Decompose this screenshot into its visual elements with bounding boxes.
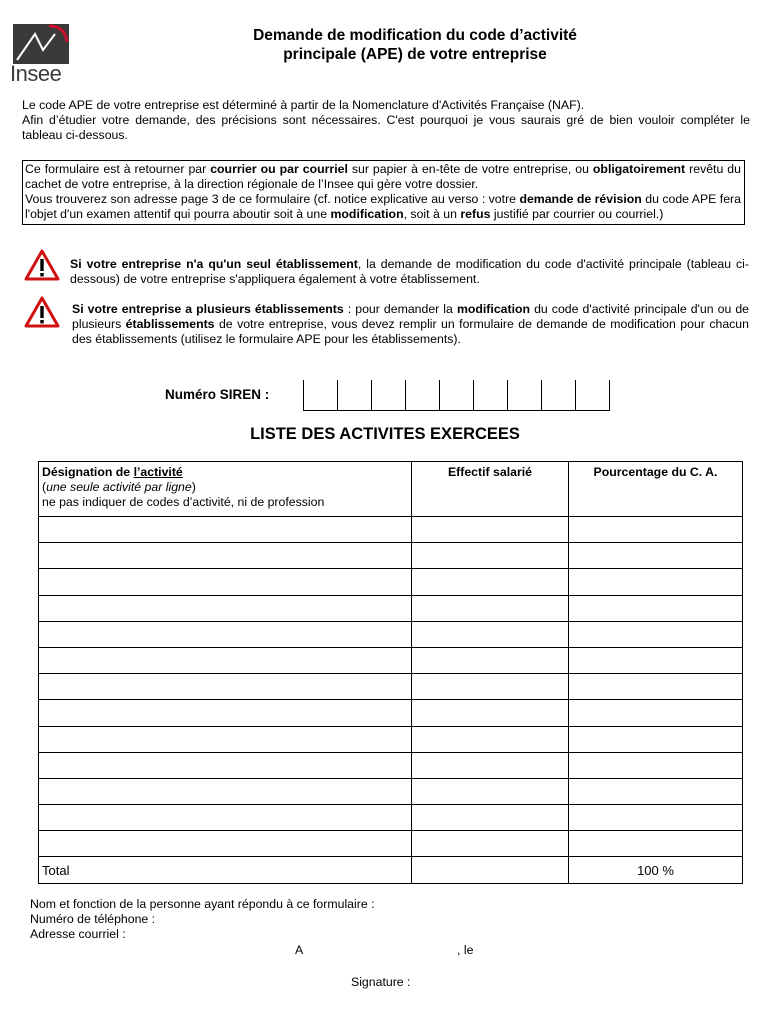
turnover-cell[interactable]	[569, 805, 743, 831]
table-row	[39, 569, 743, 595]
table-row	[39, 726, 743, 752]
warning-bold: modification	[456, 302, 531, 316]
intro-line-2: Afin d’étudier votre demande, des précisions sont nécessaires. C'est pourquoi je vous saurais gré de bien vouloir compléter le tableau ci-dessous.	[22, 113, 750, 142]
activity-cell[interactable]	[39, 569, 412, 595]
employees-cell[interactable]	[412, 674, 569, 700]
activity-cell[interactable]	[39, 805, 412, 831]
table-row	[39, 700, 743, 726]
table-row	[39, 805, 743, 831]
header-subtext: ne pas indiquer de codes d’activité, ni de profession	[42, 495, 325, 509]
notice-bold: demande de révision	[519, 192, 642, 206]
activity-cell[interactable]	[39, 778, 412, 804]
warning-icon	[24, 249, 60, 281]
employees-cell[interactable]	[412, 647, 569, 673]
turnover-cell[interactable]	[569, 674, 743, 700]
respondent-info	[30, 897, 375, 942]
activity-cell[interactable]	[39, 700, 412, 726]
table-row	[39, 595, 743, 621]
warning-icon	[24, 296, 60, 328]
notice-bold: obligatoirement	[592, 162, 686, 176]
header-subtext: une seule activité par ligne	[46, 480, 192, 494]
turnover-cell[interactable]	[569, 595, 743, 621]
turnover-cell[interactable]	[569, 752, 743, 778]
turnover-cell[interactable]	[569, 543, 743, 569]
turnover-cell[interactable]	[569, 621, 743, 647]
siren-digit-box[interactable]	[406, 380, 440, 410]
table-row	[39, 674, 743, 700]
warning-single-establishment	[70, 257, 749, 287]
siren-input-boxes[interactable]	[303, 380, 610, 411]
siren-digit-box[interactable]	[508, 380, 542, 410]
activity-cell[interactable]	[39, 517, 412, 543]
signature-label: Signature :	[351, 975, 411, 989]
table-row	[39, 778, 743, 804]
total-label: Total	[39, 857, 412, 883]
place-label: A	[295, 943, 304, 957]
notice-paragraph-1	[25, 162, 741, 192]
notice-text: , soit à un	[403, 207, 461, 221]
employees-cell[interactable]	[412, 726, 569, 752]
turnover-cell[interactable]	[569, 700, 743, 726]
employees-cell[interactable]	[412, 752, 569, 778]
siren-digit-box[interactable]	[372, 380, 406, 410]
date-label: , le	[457, 943, 474, 957]
activity-cell[interactable]	[39, 831, 412, 857]
logo-text: Insee	[10, 61, 62, 86]
total-row	[39, 857, 743, 883]
turnover-cell[interactable]	[569, 517, 743, 543]
siren-digit-box[interactable]	[474, 380, 508, 410]
activity-cell[interactable]	[39, 647, 412, 673]
siren-digit-box[interactable]	[338, 380, 372, 410]
siren-label: Numéro SIREN :	[165, 387, 270, 402]
activities-table	[38, 461, 743, 884]
employees-cell[interactable]	[412, 543, 569, 569]
siren-digit-box[interactable]	[304, 380, 338, 410]
employees-cell[interactable]	[412, 700, 569, 726]
notice-text: justifié par courrier ou courriel.)	[490, 207, 664, 221]
activity-cell[interactable]	[39, 726, 412, 752]
table-header-row	[39, 462, 743, 517]
table-row	[39, 647, 743, 673]
notice-text: Ce formulaire est à retourner par	[25, 162, 211, 176]
table-row	[39, 752, 743, 778]
table-row	[39, 831, 743, 857]
warning-bold: Si votre entreprise n'a qu'un seul établissement	[70, 257, 358, 271]
intro-text	[22, 98, 750, 143]
employees-cell[interactable]	[412, 569, 569, 595]
notice-bold: courrier ou par courriel	[210, 162, 348, 176]
warning-text: du code d'activité principale d'un ou de plusieurs	[72, 302, 750, 331]
phone-label: Numéro de téléphone :	[30, 912, 156, 926]
siren-digit-box[interactable]	[542, 380, 576, 410]
notice-text: Vous trouverez son adresse page 3 de ce formulaire (cf. notice explicative au verso : votre	[25, 192, 520, 206]
col-activity-header: Désignation de l’activité (une seule activité par ligne) ne pas indiquer de codes d’activité, ni de profession	[39, 462, 412, 517]
warning-text: , la demande de modification du code d'activité principale (tableau ci-dessous) de votre entreprise s'appliquera également à votre établissement.	[70, 257, 749, 286]
employees-cell[interactable]	[412, 831, 569, 857]
page-title	[150, 26, 680, 64]
siren-digit-box[interactable]	[576, 380, 610, 410]
col-turnover-header: Pourcentage du C. A.	[569, 462, 743, 517]
employees-cell[interactable]	[412, 621, 569, 647]
intro-line-1: Le code APE de votre entreprise est déterminé à partir de la Nomenclature d'Activités Française (NAF).	[22, 98, 585, 112]
warning-bold: Si votre entreprise a plusieurs établissements	[72, 302, 344, 316]
warning-multiple-establishments	[72, 302, 749, 347]
total-percentage: 100 %	[569, 857, 743, 883]
employees-cell[interactable]	[412, 595, 569, 621]
turnover-cell[interactable]	[569, 647, 743, 673]
notice-bold: modification	[330, 207, 404, 221]
table-row	[39, 543, 743, 569]
header-text-underlined: l’activité	[133, 465, 183, 479]
turnover-cell[interactable]	[569, 778, 743, 804]
notice-paragraph-2	[25, 192, 741, 222]
activities-title: LISTE DES ACTIVITES EXERCEES	[250, 425, 520, 443]
activity-cell[interactable]	[39, 595, 412, 621]
email-label: Adresse courriel :	[30, 927, 126, 941]
table-row	[39, 517, 743, 543]
turnover-cell[interactable]	[569, 831, 743, 857]
employees-cell[interactable]	[412, 517, 569, 543]
warning-bold: établissements	[125, 317, 215, 331]
notice-text: sur papier à en-tête de votre entreprise, ou	[347, 162, 593, 176]
notice-text: revêtu du cachet de votre entreprise, à la direction régionale de l’Insee qui gère votre dossier.	[25, 162, 741, 191]
title-line-2: principale (APE) de votre entreprise	[283, 46, 547, 63]
employees-cell[interactable]	[412, 778, 569, 804]
notice-box	[22, 160, 745, 225]
insee-logo-icon	[11, 24, 69, 64]
siren-digit-box[interactable]	[440, 380, 474, 410]
total-employees-cell[interactable]	[412, 857, 569, 883]
activity-cell[interactable]	[39, 621, 412, 647]
respondent-name-label: Nom et fonction de la personne ayant répondu à ce formulaire :	[30, 897, 375, 911]
header-text: Désignation de	[42, 465, 134, 479]
title-line-1: Demande de modification du code d’activité	[253, 27, 577, 44]
notice-text: du code APE fera l'objet d'un examen attentif qui pourra aboutir soit à une	[25, 192, 741, 221]
notice-bold: refus	[460, 207, 491, 221]
warning-text: : pour demander la	[343, 302, 457, 316]
turnover-cell[interactable]	[569, 569, 743, 595]
activity-cell[interactable]	[39, 674, 412, 700]
col-employees-header: Effectif salarié	[412, 462, 569, 517]
table-row	[39, 621, 743, 647]
warning-text: de votre entreprise, vous devez remplir un formulaire de demande de modification pour chacun des établissements (utilisez le formulaire APE pour les établissements).	[72, 317, 749, 346]
insee-logo	[9, 24, 71, 84]
employees-cell[interactable]	[412, 805, 569, 831]
activity-cell[interactable]	[39, 752, 412, 778]
turnover-cell[interactable]	[569, 726, 743, 752]
activity-cell[interactable]	[39, 543, 412, 569]
